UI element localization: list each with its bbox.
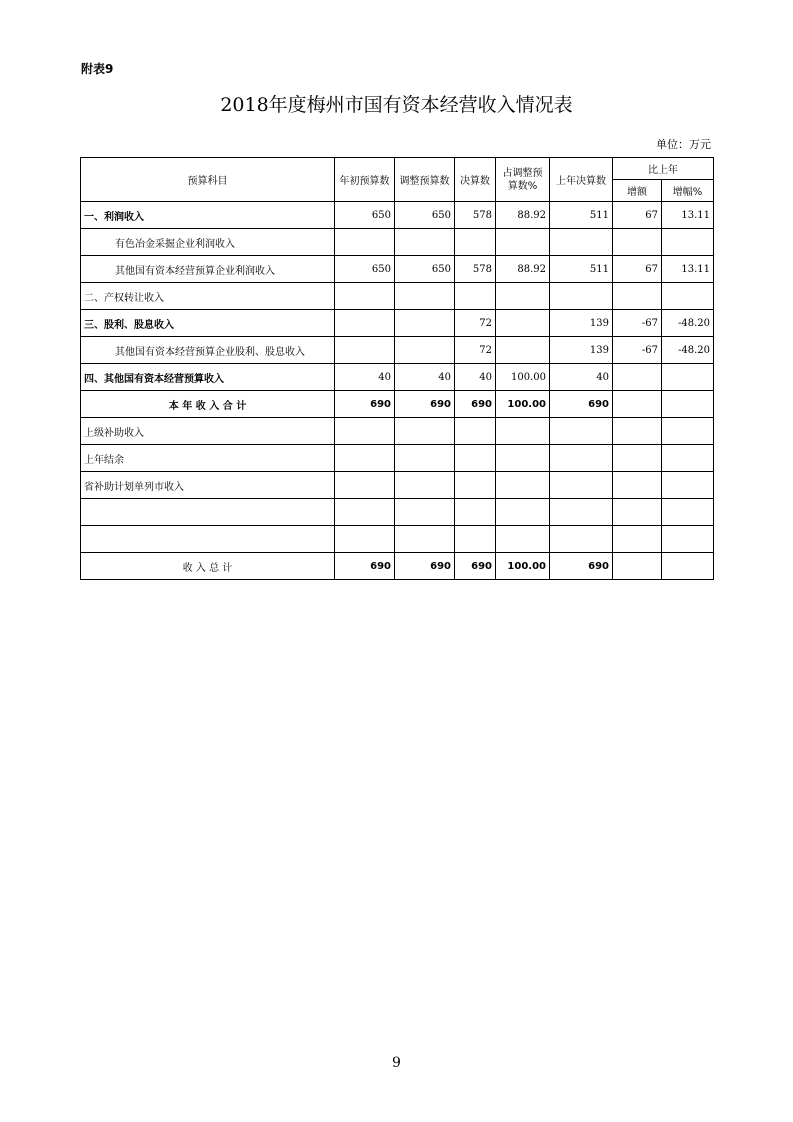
table-row [81,526,714,553]
table-row [81,499,714,526]
increase-pct-cell [662,553,714,580]
table-row [81,256,714,283]
initial-budget-cell [335,229,395,256]
item-cell: 其他国有资本经营预算企业股利、股息收入 [81,337,335,364]
increase-amount-cell [613,526,662,553]
final-accounts-cell [455,499,496,526]
last-year-final-cell [550,472,613,499]
pct-adjusted-cell [496,337,550,364]
header-initial-budget: 年初预算数 [335,158,395,202]
item-cell: 一、利润收入 [81,202,335,229]
increase-pct-cell [662,499,714,526]
adjusted-budget-cell: 650 [395,202,455,229]
last-year-final-cell: 690 [550,553,613,580]
item-cell: 四、其他国有资本经营预算收入 [81,364,335,391]
pct-adjusted-cell: 100.00 [496,364,550,391]
table-row [81,472,714,499]
table-row [81,364,714,391]
pct-adjusted-cell: 88.92 [496,256,550,283]
final-accounts-cell: 72 [455,337,496,364]
initial-budget-cell: 690 [335,391,395,418]
last-year-final-cell: 511 [550,256,613,283]
adjusted-budget-cell: 690 [395,391,455,418]
increase-amount-cell: 67 [613,256,662,283]
final-accounts-cell: 578 [455,256,496,283]
increase-pct-cell [662,391,714,418]
header-pct-adjusted: 占调整预算数% [496,158,550,202]
header-final-accounts: 决算数 [455,158,496,202]
pct-adjusted-cell [496,283,550,310]
header-increase-amount: 增额 [613,180,662,202]
table-row [81,229,714,256]
increase-pct-cell [662,229,714,256]
last-year-final-cell [550,229,613,256]
pct-adjusted-cell: 100.00 [496,391,550,418]
table-row [81,202,714,229]
increase-amount-cell: 67 [613,202,662,229]
page-title: 2018年度梅州市国有资本经营收入情况表 [220,94,573,116]
adjusted-budget-cell: 690 [395,553,455,580]
initial-budget-cell: 650 [335,202,395,229]
attachment-label: 附表9 [81,62,114,76]
pct-adjusted-cell [496,418,550,445]
final-accounts-cell: 690 [455,391,496,418]
table-header [81,158,714,202]
item-cell: 上级补助收入 [81,418,335,445]
final-accounts-cell [455,472,496,499]
header-adjusted-budget: 调整预算数 [395,158,455,202]
item-cell: 收 入 总 计 [81,553,335,580]
last-year-final-cell [550,499,613,526]
pct-adjusted-cell [496,526,550,553]
header-last-year-final: 上年决算数 [550,158,613,202]
initial-budget-cell: 650 [335,256,395,283]
final-accounts-cell [455,229,496,256]
increase-amount-cell: -67 [613,337,662,364]
item-cell: 有色冶金采掘企业利润收入 [81,229,335,256]
adjusted-budget-cell [395,418,455,445]
increase-amount-cell [613,472,662,499]
increase-amount-cell [613,499,662,526]
increase-pct-cell [662,445,714,472]
increase-amount-cell [613,364,662,391]
adjusted-budget-cell: 40 [395,364,455,391]
page-number: 9 [392,1055,401,1071]
item-cell: 其他国有资本经营预算企业利润收入 [81,256,335,283]
initial-budget-cell [335,472,395,499]
last-year-final-cell: 139 [550,310,613,337]
unit-label: 单位：万元 [656,138,711,151]
increase-amount-cell: -67 [613,310,662,337]
adjusted-budget-cell [395,472,455,499]
final-accounts-cell [455,283,496,310]
header-item: 预算科目 [81,158,335,202]
pct-adjusted-cell [496,310,550,337]
table-row [81,418,714,445]
initial-budget-cell [335,526,395,553]
increase-amount-cell [613,445,662,472]
increase-pct-cell [662,283,714,310]
adjusted-budget-cell: 650 [395,256,455,283]
initial-budget-cell [335,337,395,364]
last-year-final-cell [550,283,613,310]
adjusted-budget-cell [395,310,455,337]
item-cell [81,526,335,553]
last-year-final-cell: 139 [550,337,613,364]
increase-amount-cell [613,391,662,418]
last-year-final-cell: 511 [550,202,613,229]
pct-adjusted-cell: 88.92 [496,202,550,229]
last-year-final-cell: 40 [550,364,613,391]
final-accounts-cell [455,445,496,472]
last-year-final-cell: 690 [550,391,613,418]
pct-adjusted-cell [496,499,550,526]
initial-budget-cell [335,445,395,472]
header-increase-pct: 增幅% [662,180,714,202]
increase-pct-cell [662,364,714,391]
adjusted-budget-cell [395,526,455,553]
pct-adjusted-cell [496,445,550,472]
item-cell [81,499,335,526]
final-accounts-cell: 690 [455,553,496,580]
adjusted-budget-cell [395,283,455,310]
initial-budget-cell [335,283,395,310]
final-accounts-cell: 40 [455,364,496,391]
header-compare-last-year: 比上年 [613,158,714,180]
last-year-final-cell [550,445,613,472]
table-row [81,553,714,580]
last-year-final-cell [550,418,613,445]
item-cell: 三、股利、股息收入 [81,310,335,337]
increase-amount-cell [613,418,662,445]
item-cell: 上年结余 [81,445,335,472]
increase-pct-cell [662,418,714,445]
initial-budget-cell [335,310,395,337]
increase-pct-cell: 13.11 [662,202,714,229]
final-accounts-cell [455,418,496,445]
initial-budget-cell [335,499,395,526]
increase-pct-cell [662,526,714,553]
adjusted-budget-cell [395,445,455,472]
table-row [81,337,714,364]
increase-amount-cell [613,229,662,256]
table-body [81,202,714,580]
final-accounts-cell: 578 [455,202,496,229]
increase-pct-cell [662,472,714,499]
table-row [81,283,714,310]
initial-budget-cell: 40 [335,364,395,391]
initial-budget-cell [335,418,395,445]
increase-pct-cell: -48.20 [662,337,714,364]
table-row [81,391,714,418]
pct-adjusted-cell [496,229,550,256]
item-cell: 二、产权转让收入 [81,283,335,310]
pct-adjusted-cell: 100.00 [496,553,550,580]
final-accounts-cell: 72 [455,310,496,337]
increase-pct-cell: -48.20 [662,310,714,337]
adjusted-budget-cell [395,337,455,364]
revenue-table [80,157,714,580]
item-cell: 省补助计划单列市收入 [81,472,335,499]
increase-amount-cell [613,283,662,310]
increase-amount-cell [613,553,662,580]
last-year-final-cell [550,526,613,553]
adjusted-budget-cell [395,499,455,526]
table-row [81,445,714,472]
adjusted-budget-cell [395,229,455,256]
pct-adjusted-cell [496,472,550,499]
increase-pct-cell: 13.11 [662,256,714,283]
item-cell: 本 年 收 入 合 计 [81,391,335,418]
initial-budget-cell: 690 [335,553,395,580]
table-row [81,310,714,337]
final-accounts-cell [455,526,496,553]
